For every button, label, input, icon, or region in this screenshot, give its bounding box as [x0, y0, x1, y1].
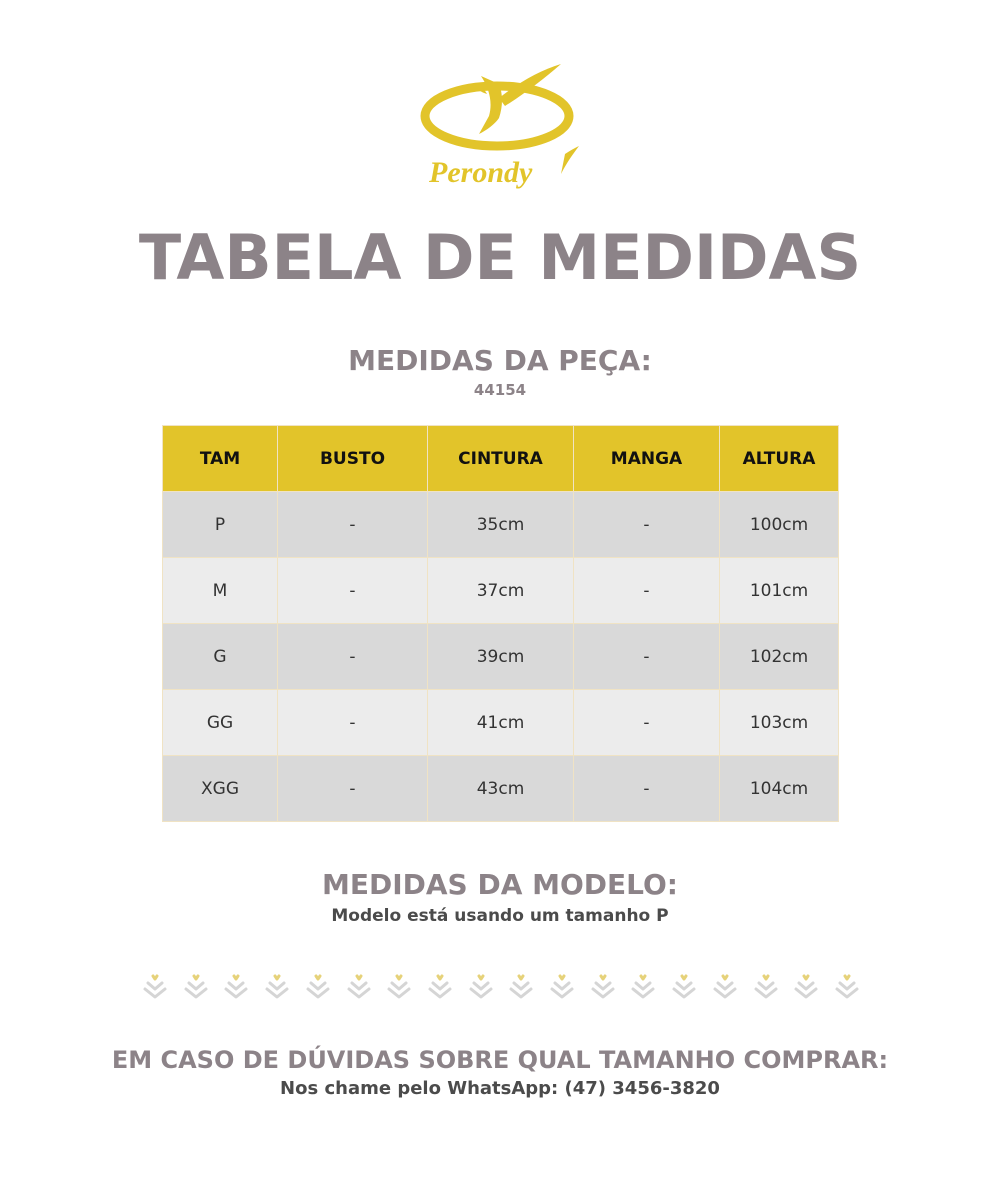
double-chevron-down-icon — [181, 972, 211, 1002]
model-heading: MEDIDAS DA MODELO: — [321, 868, 678, 901]
cell-cintura: 35cm — [428, 492, 574, 558]
cell-cintura: 37cm — [428, 558, 574, 624]
double-chevron-down-icon — [140, 972, 170, 1002]
col-header-tam: TAM — [163, 426, 278, 492]
double-chevron-down-icon — [344, 972, 374, 1002]
col-header-altura: ALTURA — [720, 426, 839, 492]
cell-tam: G — [163, 624, 278, 690]
double-chevron-down-icon — [669, 972, 699, 1002]
double-chevron-down-icon — [384, 972, 414, 1002]
cell-manga: - — [574, 756, 720, 822]
cell-cintura: 41cm — [428, 690, 574, 756]
table-row — [163, 558, 839, 624]
col-header-manga: MANGA — [574, 426, 720, 492]
double-chevron-down-icon — [751, 972, 781, 1002]
cell-busto: - — [278, 492, 428, 558]
double-chevron-down-icon — [588, 972, 618, 1002]
table-row — [163, 756, 839, 822]
double-chevron-down-icon — [506, 972, 536, 1002]
col-header-cintura: CINTURA — [428, 426, 574, 492]
chevron-divider — [140, 970, 862, 1004]
cell-manga: - — [574, 624, 720, 690]
cell-cintura: 43cm — [428, 756, 574, 822]
double-chevron-down-icon — [466, 972, 496, 1002]
cell-altura: 104cm — [720, 756, 839, 822]
cell-manga: - — [574, 492, 720, 558]
cell-altura: 102cm — [720, 624, 839, 690]
cell-manga: - — [574, 690, 720, 756]
page-title: TABELA DE MEDIDAS — [138, 221, 862, 294]
double-chevron-down-icon — [791, 972, 821, 1002]
cell-manga: - — [574, 558, 720, 624]
double-chevron-down-icon — [425, 972, 455, 1002]
cell-busto: - — [278, 756, 428, 822]
table-row — [163, 492, 839, 558]
cell-tam: P — [163, 492, 278, 558]
model-note: Modelo está usando um tamanho P — [331, 906, 669, 926]
cell-altura: 101cm — [720, 558, 839, 624]
double-chevron-down-icon — [303, 972, 333, 1002]
table-row — [163, 690, 839, 756]
cell-tam: M — [163, 558, 278, 624]
cell-altura: 100cm — [720, 492, 839, 558]
help-heading: EM CASO DE DÚVIDAS SOBRE QUAL TAMANHO COMPRAR: — [111, 1046, 889, 1074]
piece-heading: MEDIDAS DA PEÇA: — [348, 344, 652, 377]
size-table — [162, 425, 839, 822]
col-header-busto: BUSTO — [278, 426, 428, 492]
cell-tam: XGG — [163, 756, 278, 822]
whatsapp-contact: Nos chame pelo WhatsApp: (47) 3456-3820 — [280, 1078, 720, 1099]
double-chevron-down-icon — [710, 972, 740, 1002]
table-header-row — [163, 426, 839, 492]
cell-busto: - — [278, 558, 428, 624]
double-chevron-down-icon — [221, 972, 251, 1002]
double-chevron-down-icon — [628, 972, 658, 1002]
cell-altura: 103cm — [720, 690, 839, 756]
cell-busto: - — [278, 624, 428, 690]
perondy-logo-icon — [415, 58, 585, 193]
cell-cintura: 39cm — [428, 624, 574, 690]
brand-wordmark: Perondy — [429, 156, 533, 189]
table-row — [163, 624, 839, 690]
cell-tam: GG — [163, 690, 278, 756]
piece-reference: 44154 — [473, 381, 527, 399]
cell-busto: - — [278, 690, 428, 756]
double-chevron-down-icon — [832, 972, 862, 1002]
double-chevron-down-icon — [262, 972, 292, 1002]
brand-logo — [415, 58, 585, 193]
double-chevron-down-icon — [547, 972, 577, 1002]
